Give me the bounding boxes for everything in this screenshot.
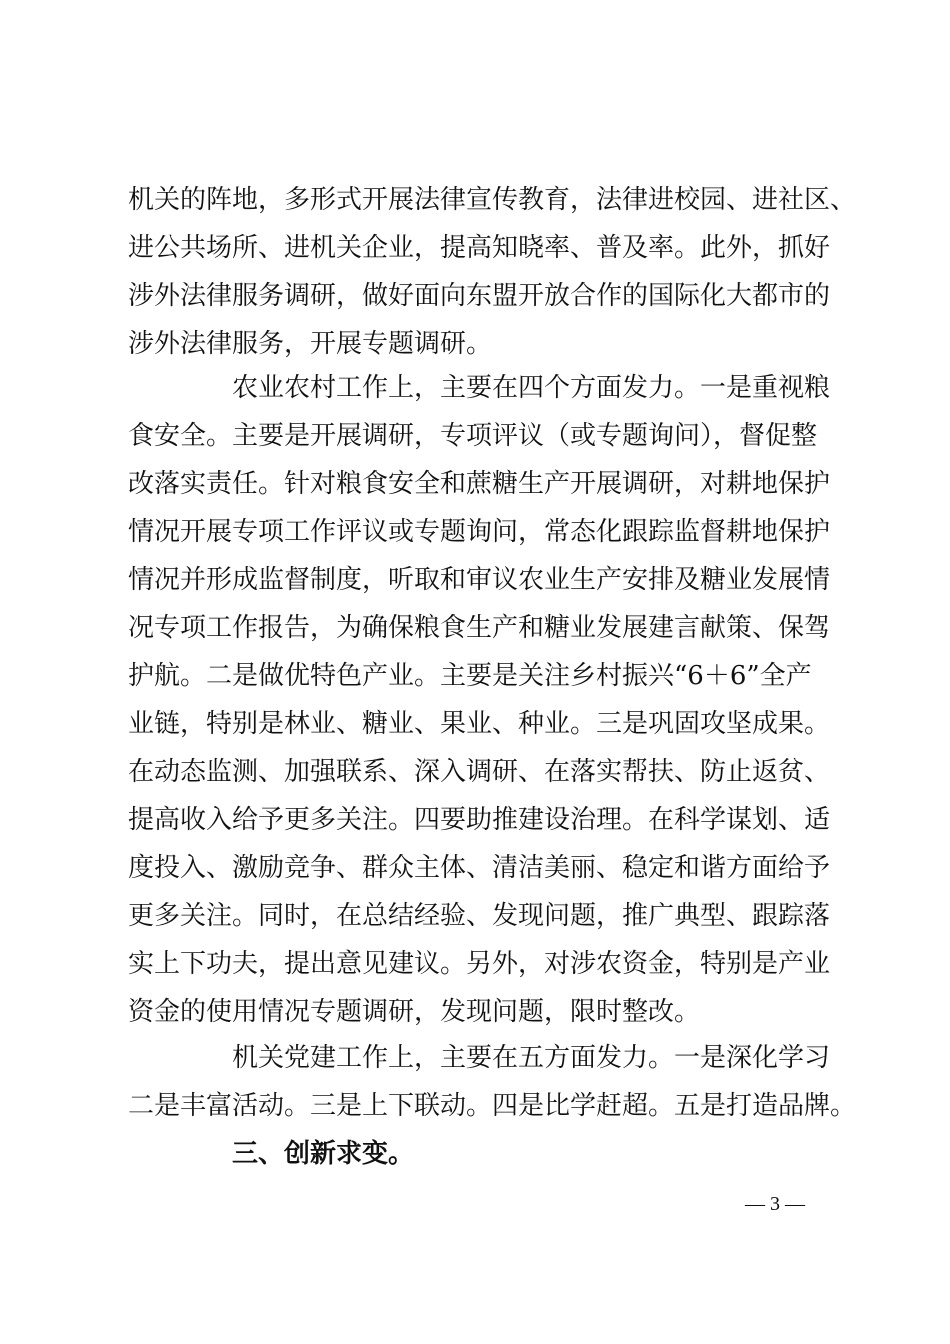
text-line: 涉外法律服务，开展专题调研。 [128, 329, 493, 359]
text-line: 农业农村工作上，主要在四个方面发力。一是重视粮 [232, 373, 831, 403]
text-line: 机关的阵地，多形式开展法律宣传教育，法律进校园、进社区、 [128, 185, 857, 215]
page-number: — 3 — [745, 1193, 805, 1215]
text-line: 改落实责任。针对粮食安全和蔗糖生产开展调研，对耕地保护 [128, 469, 831, 499]
text-line: 更多关注。同时，在总结经验、发现问题，推广典型、跟踪落 [128, 901, 831, 931]
text-line: 提高收入给予更多关注。四要助推建设治理。在科学谋划、适 [128, 805, 831, 835]
text-line: 情况开展专项工作评议或专题询问，常态化跟踪监督耕地保护 [128, 517, 831, 547]
text-line: 实上下功夫，提出意见建议。另外，对涉农资金，特别是产业 [128, 949, 831, 979]
text-line: 资金的使用情况专题调研，发现问题，限时整改。 [128, 997, 701, 1027]
text-line: 进公共场所、进机关企业，提高知晓率、普及率。此外，抓好 [128, 233, 831, 263]
text-line: 护航。二是做优特色产业。主要是关注乡村振兴“6＋6”全产 [128, 661, 812, 691]
text-line: 在动态监测、加强联系、深入调研、在落实帮扶、防止返贫、 [128, 757, 831, 787]
text-line: 食安全。主要是开展调研，专项评议（或专题询问），督促整 [128, 421, 818, 451]
section-heading: 三、创新求变。 [232, 1139, 415, 1169]
text-line: 涉外法律服务调研，做好面向东盟开放合作的国际化大都市的 [128, 281, 831, 311]
text-line: 况专项工作报告，为确保粮食生产和糖业发展建言献策、保驾 [128, 613, 831, 643]
text-line: 度投入、激励竞争、群众主体、清洁美丽、稳定和谐方面给予 [128, 853, 831, 883]
text-line: 二是丰富活动。三是上下联动。四是比学赶超。五是打造品牌。 [128, 1091, 857, 1121]
text-line: 业链，特别是林业、糖业、果业、种业。三是巩固攻坚成果。 [128, 709, 831, 739]
text-line: 机关党建工作上，主要在五方面发力。一是深化学习 [232, 1043, 831, 1073]
text-line: 情况并形成监督制度，听取和审议农业生产安排及糖业发展情 [128, 565, 831, 595]
